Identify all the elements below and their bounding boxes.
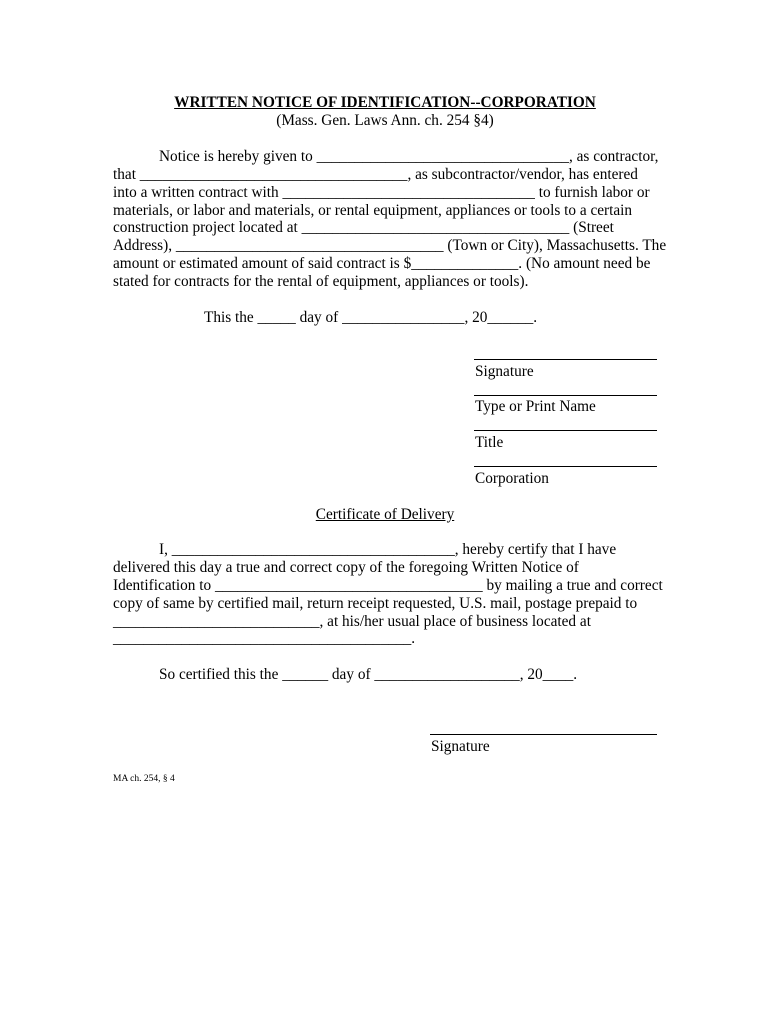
corporation-label: Corporation xyxy=(475,470,549,487)
print-name-rule xyxy=(474,395,657,396)
title-rule xyxy=(474,430,657,431)
certificate-line-4: copy of same by certified mail, return receipt requested, U.S. mail, postage prepaid to xyxy=(113,595,638,612)
date-line: This the _____ day of ________________, 20______. xyxy=(204,309,538,326)
signature-rule xyxy=(474,359,657,360)
notice-line-5: construction project located at ___________________________________ (Street xyxy=(113,219,614,236)
certificate-signature-rule xyxy=(430,734,657,735)
notice-line-7: amount or estimated amount of said contract is $______________. (No amount need be xyxy=(113,255,651,272)
notice-line-2: that ___________________________________, as subcontractor/vendor, has entered xyxy=(113,166,638,183)
title-label: Title xyxy=(475,434,504,451)
footer-citation: MA ch. 254, § 4 xyxy=(113,774,175,784)
notice-line-4: materials, or labor and materials, or rental equipment, appliances or tools to a certain xyxy=(113,202,633,219)
certificate-line-2: delivered this day a true and correct copy of the foregoing Written Notice of xyxy=(113,559,579,576)
certificate-line-6: _______________________________________. xyxy=(113,630,416,647)
print-name-label: Type or Print Name xyxy=(475,398,596,415)
statute-citation: (Mass. Gen. Laws Ann. ch. 254 §4) xyxy=(276,112,494,129)
certificate-signature-label: Signature xyxy=(431,738,490,755)
certified-date-line: So certified this the ______ day of ___________________, 20____. xyxy=(159,666,578,683)
notice-line-1: Notice is hereby given to _________________________________, as contractor, xyxy=(159,148,659,165)
certificate-line-5: ___________________________, at his/her usual place of business located at xyxy=(113,613,591,630)
notice-line-8: stated for contracts for the rental of equipment, appliances or tools). xyxy=(113,273,529,290)
notice-line-3: into a written contract with _________________________________ to furnish labor or xyxy=(113,184,650,201)
certificate-line-3: Identification to ___________________________________ by mailing a true and correct xyxy=(113,577,663,594)
corporation-rule xyxy=(474,466,657,467)
document-title: WRITTEN NOTICE OF IDENTIFICATION--CORPORATION xyxy=(174,94,596,111)
certificate-line-1: I, _____________________________________, hereby certify that I have xyxy=(159,541,617,558)
signature-label: Signature xyxy=(475,363,534,380)
certificate-heading: Certificate of Delivery xyxy=(315,506,455,523)
notice-line-6: Address), ___________________________________ (Town or City), Massachusetts. The xyxy=(113,237,667,254)
